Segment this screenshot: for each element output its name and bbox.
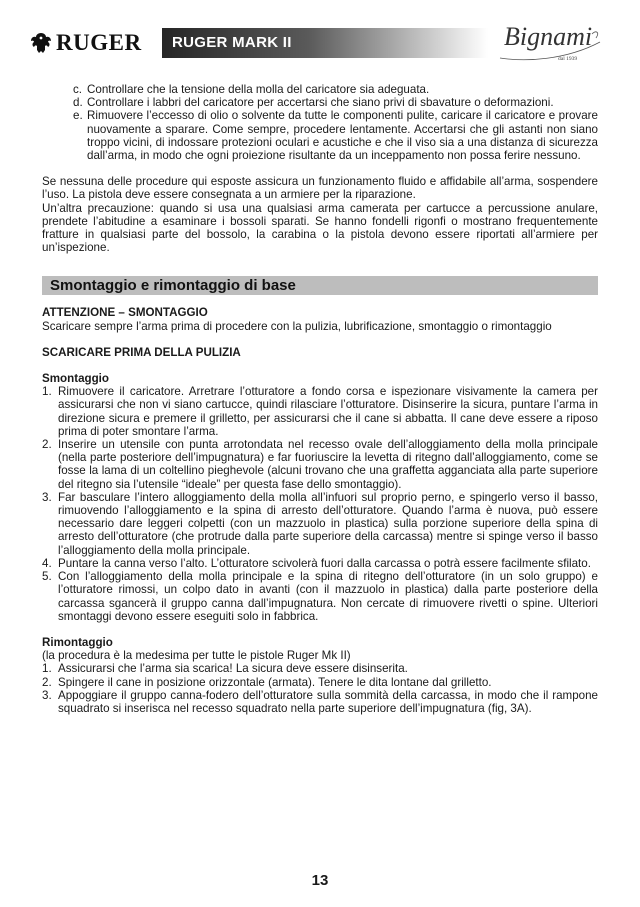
unload-heading: SCARICARE PRIMA DELLA PULIZIA	[42, 345, 241, 359]
paragraph-suspend-use: Se nessuna delle procedure qui esposte assicura un funzionamento fluido e affidabile all’arma, sospendere l’uso. La pistola deve essere consegnata a un armiere per la riparazione.	[42, 175, 598, 202]
step-number: 3.	[42, 490, 52, 504]
step-text: Puntare la canna verso l’alto. L’otturatore scivolerà fuori dalla carcassa o potrà essere facilmente sfilato.	[58, 556, 591, 570]
step-number: 1.	[42, 385, 52, 399]
section-title: Smontaggio e rimontaggio di base	[50, 277, 296, 295]
smontaggio-heading: Smontaggio	[42, 372, 109, 386]
step-number: 2.	[42, 438, 52, 452]
list-item	[42, 557, 598, 570]
bignami-since: dal 1939	[558, 56, 578, 62]
ruger-logo	[30, 30, 142, 56]
item-text: Controllare i labbri del caricatore per accertarsi che siano privi di sbavature o deformazioni.	[87, 96, 554, 110]
list-item	[42, 491, 598, 557]
list-item	[42, 689, 598, 715]
list-item	[42, 385, 598, 438]
warning-heading: ATTENZIONE – SMONTAGGIO	[42, 306, 208, 320]
step-text: Assicurarsi che l’arma sia scarica! La sicura deve essere disinserita.	[58, 662, 408, 676]
bignami-wordmark: Bignami	[504, 22, 593, 51]
item-label: e.	[73, 109, 83, 123]
rimontaggio-note: (la procedura è la medesima per tutte le pistole Ruger Mk II)	[42, 649, 351, 663]
page-number: 13	[311, 872, 329, 889]
section-header	[42, 276, 598, 295]
list-item	[42, 438, 598, 491]
list-item	[73, 83, 598, 96]
title-banner	[162, 28, 488, 58]
step-number: 2.	[42, 675, 52, 689]
list-item	[73, 96, 598, 109]
eagle-icon	[30, 31, 52, 55]
warning-text: Scaricare sempre l’arma prima di procedere con la pulizia, lubrificazione, smontaggio o rimontaggio	[42, 319, 552, 333]
rimontaggio-steps	[42, 662, 598, 715]
list-item	[42, 662, 598, 675]
item-text: Rimuovere l’eccesso di olio o solvente da tutte le componenti pulite, caricare il caricatore e provare nuovamente a sparare. Come sempre, procedere lentamente. Accertarsi che gli astanti non siano troppo vicini, di indossare protezioni oculari e acustiche e che il viso sia a una distanza di sicurezza dall’arma, in modo che ogni proiezione risultante da un inceppamento non possa ferire nessuno.	[87, 109, 598, 163]
step-text: Appoggiare il gruppo canna-fodero dell’otturatore sulla sommità della carcassa, in modo che il rampone squadrato si inserisca nel recesso squadrato nella parte superiore dell’impugnatura (fig, 3A).	[58, 688, 598, 715]
page-header	[0, 22, 640, 68]
step-number: 5.	[42, 570, 52, 584]
step-text: Inserire un utensile con punta arrotondata nel recesso ovale dell’alloggiamento della molla principale (nella parte posteriore dell’impugnatura) e far fuoriuscire la levetta di ritegno dall’alloggiamento, come se fosse la lama di un coltellino pieghevole (alcuni trovano che una graffetta agganciata alla parte superiore del ritegno sia l’utensile “ideale” per questa fase dello smontaggio).	[58, 438, 598, 491]
item-text: Controllare che la tensione della molla del caricatore sia adeguata.	[87, 83, 430, 96]
step-text: Con l’alloggiamento della molla principale e la spina di ritegno dell’otturatore (in un solo gruppo) e l’otturatore rimossi, un colpo dato in avanti (con il mazzuolo in plastica) dalla parte posteriore della carcassa sgancerà il gruppo canna dall’impugnatura. Non cercate di rimuovere rivetti o spine. Ulteriori smontaggi devono essere eseguiti solo in fabbrica.	[58, 570, 598, 623]
rimontaggio-heading: Rimontaggio	[42, 635, 113, 649]
bignami-logo	[496, 22, 606, 66]
step-text: Rimuovere il caricatore. Arretrare l’otturatore a fondo corsa e ispezionare visivamente la camera per assicurarsi che non vi siano cartucce, quindi rilasciare l’otturatore. Disinserire la sicura, puntare l’arma in direzione sicura e premere il grilletto, per assicurarsi che il cane si abbatta. Il cane deve essere a riposo prima di poter smontare l’arma.	[58, 385, 598, 438]
step-text: Far basculare l’intero alloggiamento della molla all’infuori sul proprio perno, e spingerlo verso il basso, rimuovendo l’alloggiamento e la spina di arresto dell’otturatore. Quando l’arma è nuova, può essere necessario dare leggeri colpetti (con un mazzuolo in plastica) sulla porzione superiore della spina di arresto dell’otturatore (che protrude dalla parte superiore della carcassa) mentre si spinge verso il basso l’alloggiamento della molla principale.	[58, 490, 598, 557]
ruger-brand: RUGER	[56, 30, 142, 55]
item-label: c.	[73, 83, 83, 96]
step-number: 1.	[42, 662, 52, 676]
step-text: Spingere il cane in posizione orizzontale (armata). Tenere le dita lontane dal grilletto.	[58, 675, 492, 689]
item-label: d.	[73, 96, 83, 110]
page-content	[42, 83, 598, 715]
smontaggio-steps	[42, 385, 598, 623]
banner-title: RUGER MARK II	[172, 34, 292, 51]
list-item	[42, 570, 598, 623]
step-number: 4.	[42, 556, 52, 570]
list-item	[73, 109, 598, 162]
checklist-continued	[42, 83, 598, 162]
paragraph-precaution: Un’altra precauzione: quando si usa una qualsiasi arma camerata per cartucce a percussione anulare, prendete l’abitudine a esaminare i bossoli sparati. Se hanno fondelli rigonfi o mostrano frequentemente fratture in qualsiasi parte del bossolo, la carabina o la pistola devono essere riportati all’armiere per un’ispezione.	[42, 201, 598, 255]
list-item	[42, 676, 598, 689]
step-number: 3.	[42, 688, 52, 702]
